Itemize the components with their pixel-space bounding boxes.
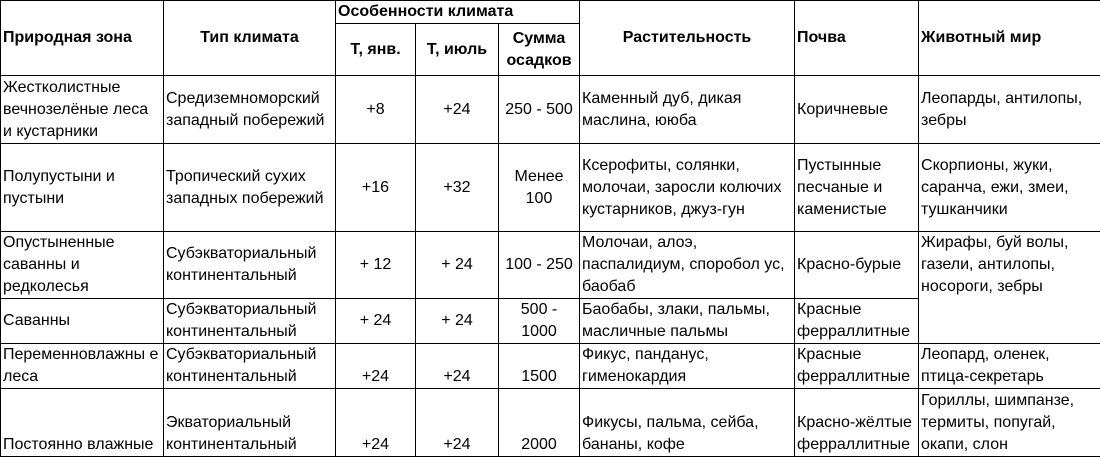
cell-t-jul: + 24 (416, 232, 499, 299)
cell-precip: Менее 100 (499, 144, 580, 232)
cell-fauna: Гориллы, шимпанзе, термиты, попугай, окапи, слон (919, 389, 1100, 457)
cell-vegetation: Молочаи, алоэ, паспалидиум, споробол ус, баобаб (580, 232, 795, 299)
cell-vegetation: Каменный дуб, дикая маслина, ююба (580, 76, 795, 144)
header-climate-type: Тип климата (164, 1, 336, 76)
cell-vegetation: Ксерофиты, солянки, молочаи, заросли колючих кустарников, джуз-гун (580, 144, 795, 232)
table-row (1, 389, 1100, 457)
cell-climate: Субэкваториальный континентальный (164, 232, 336, 299)
cell-vegetation: Баобабы, злаки, пальмы, масличные пальмы (580, 299, 795, 344)
header-soil: Почва (795, 1, 919, 76)
cell-t-jul: + 24 (416, 299, 499, 344)
cell-soil: Красно-жёлтые ферраллитные (795, 389, 919, 457)
cell-zone: Жестколистные вечнозелёные леса и кустарники (1, 76, 164, 144)
cell-soil: Пустынные песчаные и каменистые (795, 144, 919, 232)
cell-t-jan: + 24 (336, 299, 416, 344)
cell-vegetation: Фикус, панданус, гименокардия (580, 344, 795, 389)
table-row (1, 76, 1100, 144)
cell-t-jan: +24 (336, 344, 416, 389)
cell-soil: Красные ферраллитные (795, 344, 919, 389)
cell-t-jul: +24 (416, 389, 499, 457)
cell-t-jan: +24 (336, 389, 416, 457)
cell-climate: Субэкваториальный континентальный (164, 344, 336, 389)
cell-climate: Субэкваториальный континентальный (164, 299, 336, 344)
cell-climate: Экваториальный континентальный (164, 389, 336, 457)
header-row-1 (1, 1, 1100, 24)
cell-t-jan: + 12 (336, 232, 416, 299)
header-zone: Природная зона (1, 1, 164, 76)
cell-zone: Опустыненные саванны и редколесья (1, 232, 164, 299)
cell-fauna: Леопард, оленек, птица-секретарь (919, 344, 1100, 389)
cell-zone: Переменновлажны е леса (1, 344, 164, 389)
header-vegetation: Растительность (580, 1, 795, 76)
cell-precip: 250 - 500 (499, 76, 580, 144)
header-t-jan: Т, янв. (336, 24, 416, 76)
cell-t-jul: +32 (416, 144, 499, 232)
cell-precip: 1500 (499, 344, 580, 389)
table-row (1, 344, 1100, 389)
cell-t-jul: +24 (416, 76, 499, 144)
cell-t-jul: +24 (416, 344, 499, 389)
header-fauna: Животный мир (919, 1, 1100, 76)
header-climate-features: Особенности климата (336, 1, 580, 24)
header-precip: Сумма осадков (499, 24, 580, 76)
cell-fauna: Скорпионы, жуки, саранча, ежи, змеи, тушканчики (919, 144, 1100, 232)
cell-soil: Красно-бурые (795, 232, 919, 299)
header-t-jul: Т, июль (416, 24, 499, 76)
cell-zone: Полупустыни и пустыни (1, 144, 164, 232)
cell-precip: 100 - 250 (499, 232, 580, 299)
cell-soil: Красные ферраллитные (795, 299, 919, 344)
cell-zone: Саванны (1, 299, 164, 344)
table-row (1, 232, 1100, 299)
cell-fauna: Жирафы, буй волы, газели, антилопы, носороги, зебры (919, 232, 1100, 344)
cell-t-jan: +16 (336, 144, 416, 232)
cell-climate: Средиземноморский западный побережий (164, 76, 336, 144)
cell-climate: Тропический сухих западных побережий (164, 144, 336, 232)
cell-precip: 2000 (499, 389, 580, 457)
table-row (1, 144, 1100, 232)
cell-zone: Постоянно влажные (1, 389, 164, 457)
cell-precip: 500 - 1000 (499, 299, 580, 344)
cell-soil: Коричневые (795, 76, 919, 144)
cell-t-jan: +8 (336, 76, 416, 144)
cell-vegetation: Фикусы, пальма, сейба, бананы, кофе (580, 389, 795, 457)
cell-fauna: Леопарды, антилопы, зебры (919, 76, 1100, 144)
